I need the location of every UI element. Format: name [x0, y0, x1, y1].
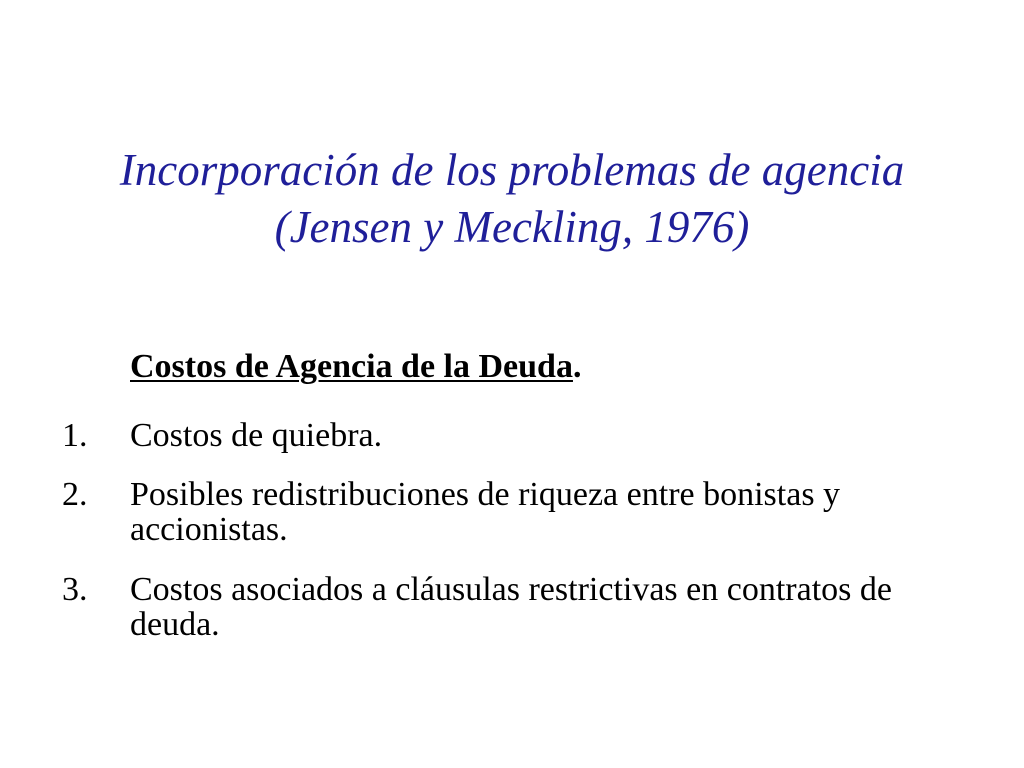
- list-item-line: Posibles redistribuciones de riqueza entre bonistas y: [130, 476, 841, 513]
- list-item-line: Costos de quiebra.: [130, 417, 383, 454]
- list-item-line: Costos asociados a cláusulas restrictivas en contratos de: [130, 571, 892, 608]
- section-heading-punct: .: [572, 348, 582, 385]
- section-heading: [130, 349, 581, 384]
- slide-title-line-2: (Jensen y Meckling, 1976): [274, 202, 750, 252]
- slide-title: [0, 142, 1024, 256]
- list-item-text: [130, 418, 382, 453]
- list-item-number: 3.: [62, 571, 88, 608]
- list-item-line: deuda.: [130, 606, 220, 643]
- list-item-number: 1.: [62, 417, 88, 454]
- list-item-number: 2.: [62, 476, 88, 513]
- section-heading-text: Costos de Agencia de la Deuda: [130, 348, 573, 385]
- slide-title-line-1: Incorporación de los problemas de agencia: [119, 145, 905, 195]
- list-item-text: [130, 572, 892, 642]
- list-item-text: [130, 477, 840, 547]
- list-item-line: accionistas.: [130, 511, 288, 548]
